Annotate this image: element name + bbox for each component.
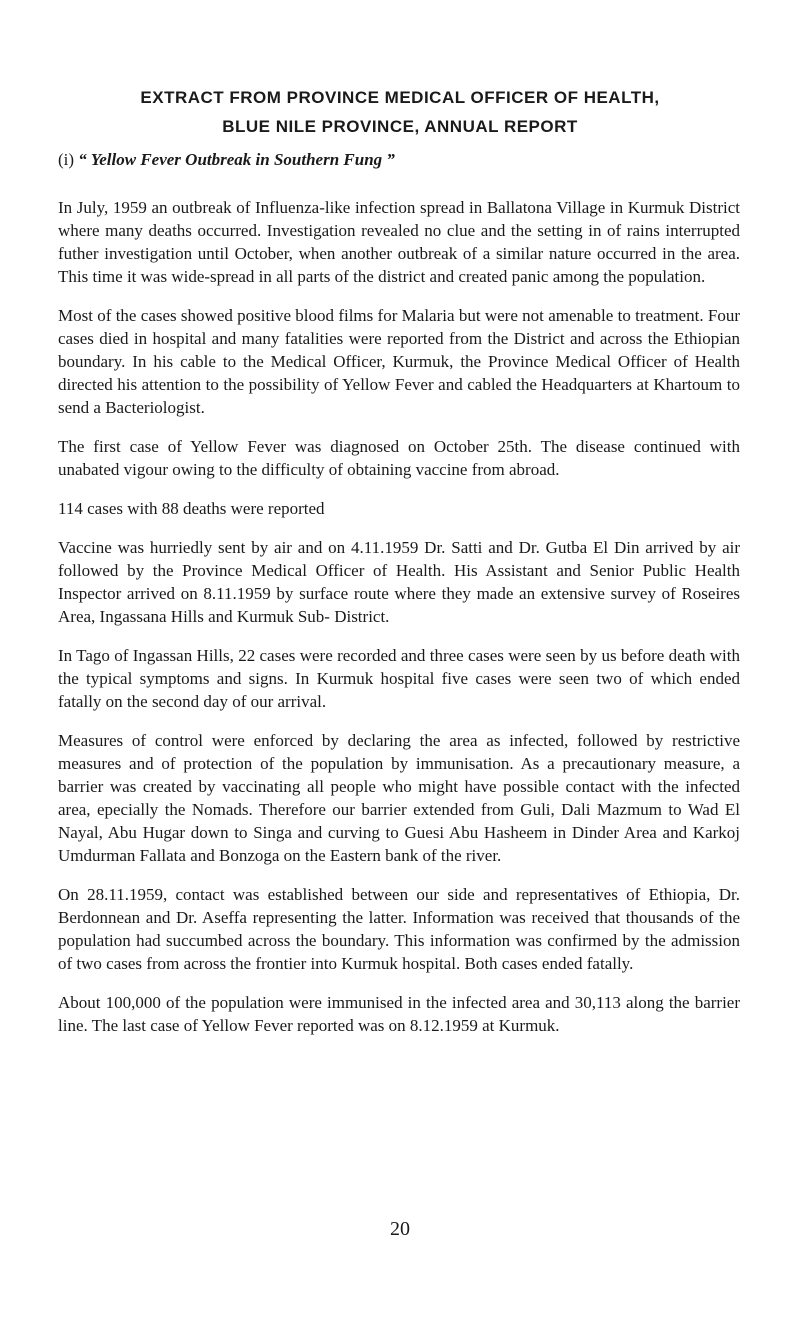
paragraph-tago-cases: In Tago of Ingassan Hills, 22 cases were recorded and three cases were seen by us before death with the typical symptoms and signs. In Kurmuk hospital five cases were seen two of which ended fatally on the second day of our arrival.: [58, 646, 740, 711]
section-title: [58, 150, 395, 170]
paragraph-control-measures: Measures of control were enforced by declaring the area as infected, followed by restrictive measures and of protection of the population by immunisation. As a precautionary measure, a barrier was created by vaccinating all people who might have possible contact with the infected area, epecially the Nomads. Therefore our barrier extended from Guli, Dali Mazmum to Wad El Nayal, Abu Hugar down to Singa and curving to Guesi Abu Hasheem in Dinder Area and Karkoj Umdurman Fallata and Bonzoga on the Eastern bank of the river.: [58, 731, 740, 865]
paragraph-immunisation-summary: About 100,000 of the population were immunised in the infected area and 30,113 along the barrier line. The last case of Yellow Fever reported was on 8.12.1959 at Kurmuk.: [58, 993, 740, 1035]
section-title-text: “ Yellow Fever Outbreak in Southern Fung ”: [78, 150, 395, 169]
paragraph-case-count: 114 cases with 88 deaths were reported: [58, 499, 325, 518]
paragraph-vaccine-arrival: Vaccine was hurriedly sent by air and on 4.11.1959 Dr. Satti and Dr. Gutba El Din arrived by air followed by the Province Medical Officer of Health. His Assistant and Senior Public Health Inspector arrived on 8.11.1959 by surface route where they made an extensive survey of Roseires Area, Ingassana Hills and Kurmuk Sub- District.: [58, 538, 740, 626]
page-number: 20: [390, 1218, 410, 1240]
report-heading-line-2: BLUE NILE PROVINCE, ANNUAL REPORT: [222, 117, 578, 136]
section-number: (i): [58, 150, 75, 169]
paragraph-first-case: The first case of Yellow Fever was diagnosed on October 25th. The disease continued with unabated vigour owing to the difficulty of obtaining vaccine from abroad.: [58, 437, 740, 479]
paragraph-ethiopia-contact: On 28.11.1959, contact was established between our side and representatives of Ethiopia, Dr. Berdonnean and Dr. Aseffa representing the latter. Information was received that thousands of the population had succumbed across the boundary. This information was confirmed by the admission of two cases from across the frontier into Kurmuk hospital. Both cases ended fatally.: [58, 885, 740, 973]
report-body: [58, 196, 740, 1053]
paragraph-malaria-cases: Most of the cases showed positive blood films for Malaria but were not amenable to treatment. Four cases died in hospital and many fatalities were reported from the District and across the Ethiopian boundary. In his cable to the Medical Officer, Kurmuk, the Province Medical Officer of Health directed his attention to the possibility of Yellow Fever and cabled the Headquarters at Khartoum to send a Bacteriologist.: [58, 306, 740, 417]
paragraph-outbreak-intro: In July, 1959 an outbreak of Influenza-like infection spread in Ballatona Village in Kurmuk District where many deaths occurred. Investigation revealed no clue and the setting in of rains interrupted futher investigation until October, when another outbreak of a similar nature occurred in the area. This time it was wide-spread in all parts of the district and created panic among the population.: [58, 198, 740, 286]
report-heading-line-1: EXTRACT FROM PROVINCE MEDICAL OFFICER OF HEALTH,: [140, 88, 660, 107]
